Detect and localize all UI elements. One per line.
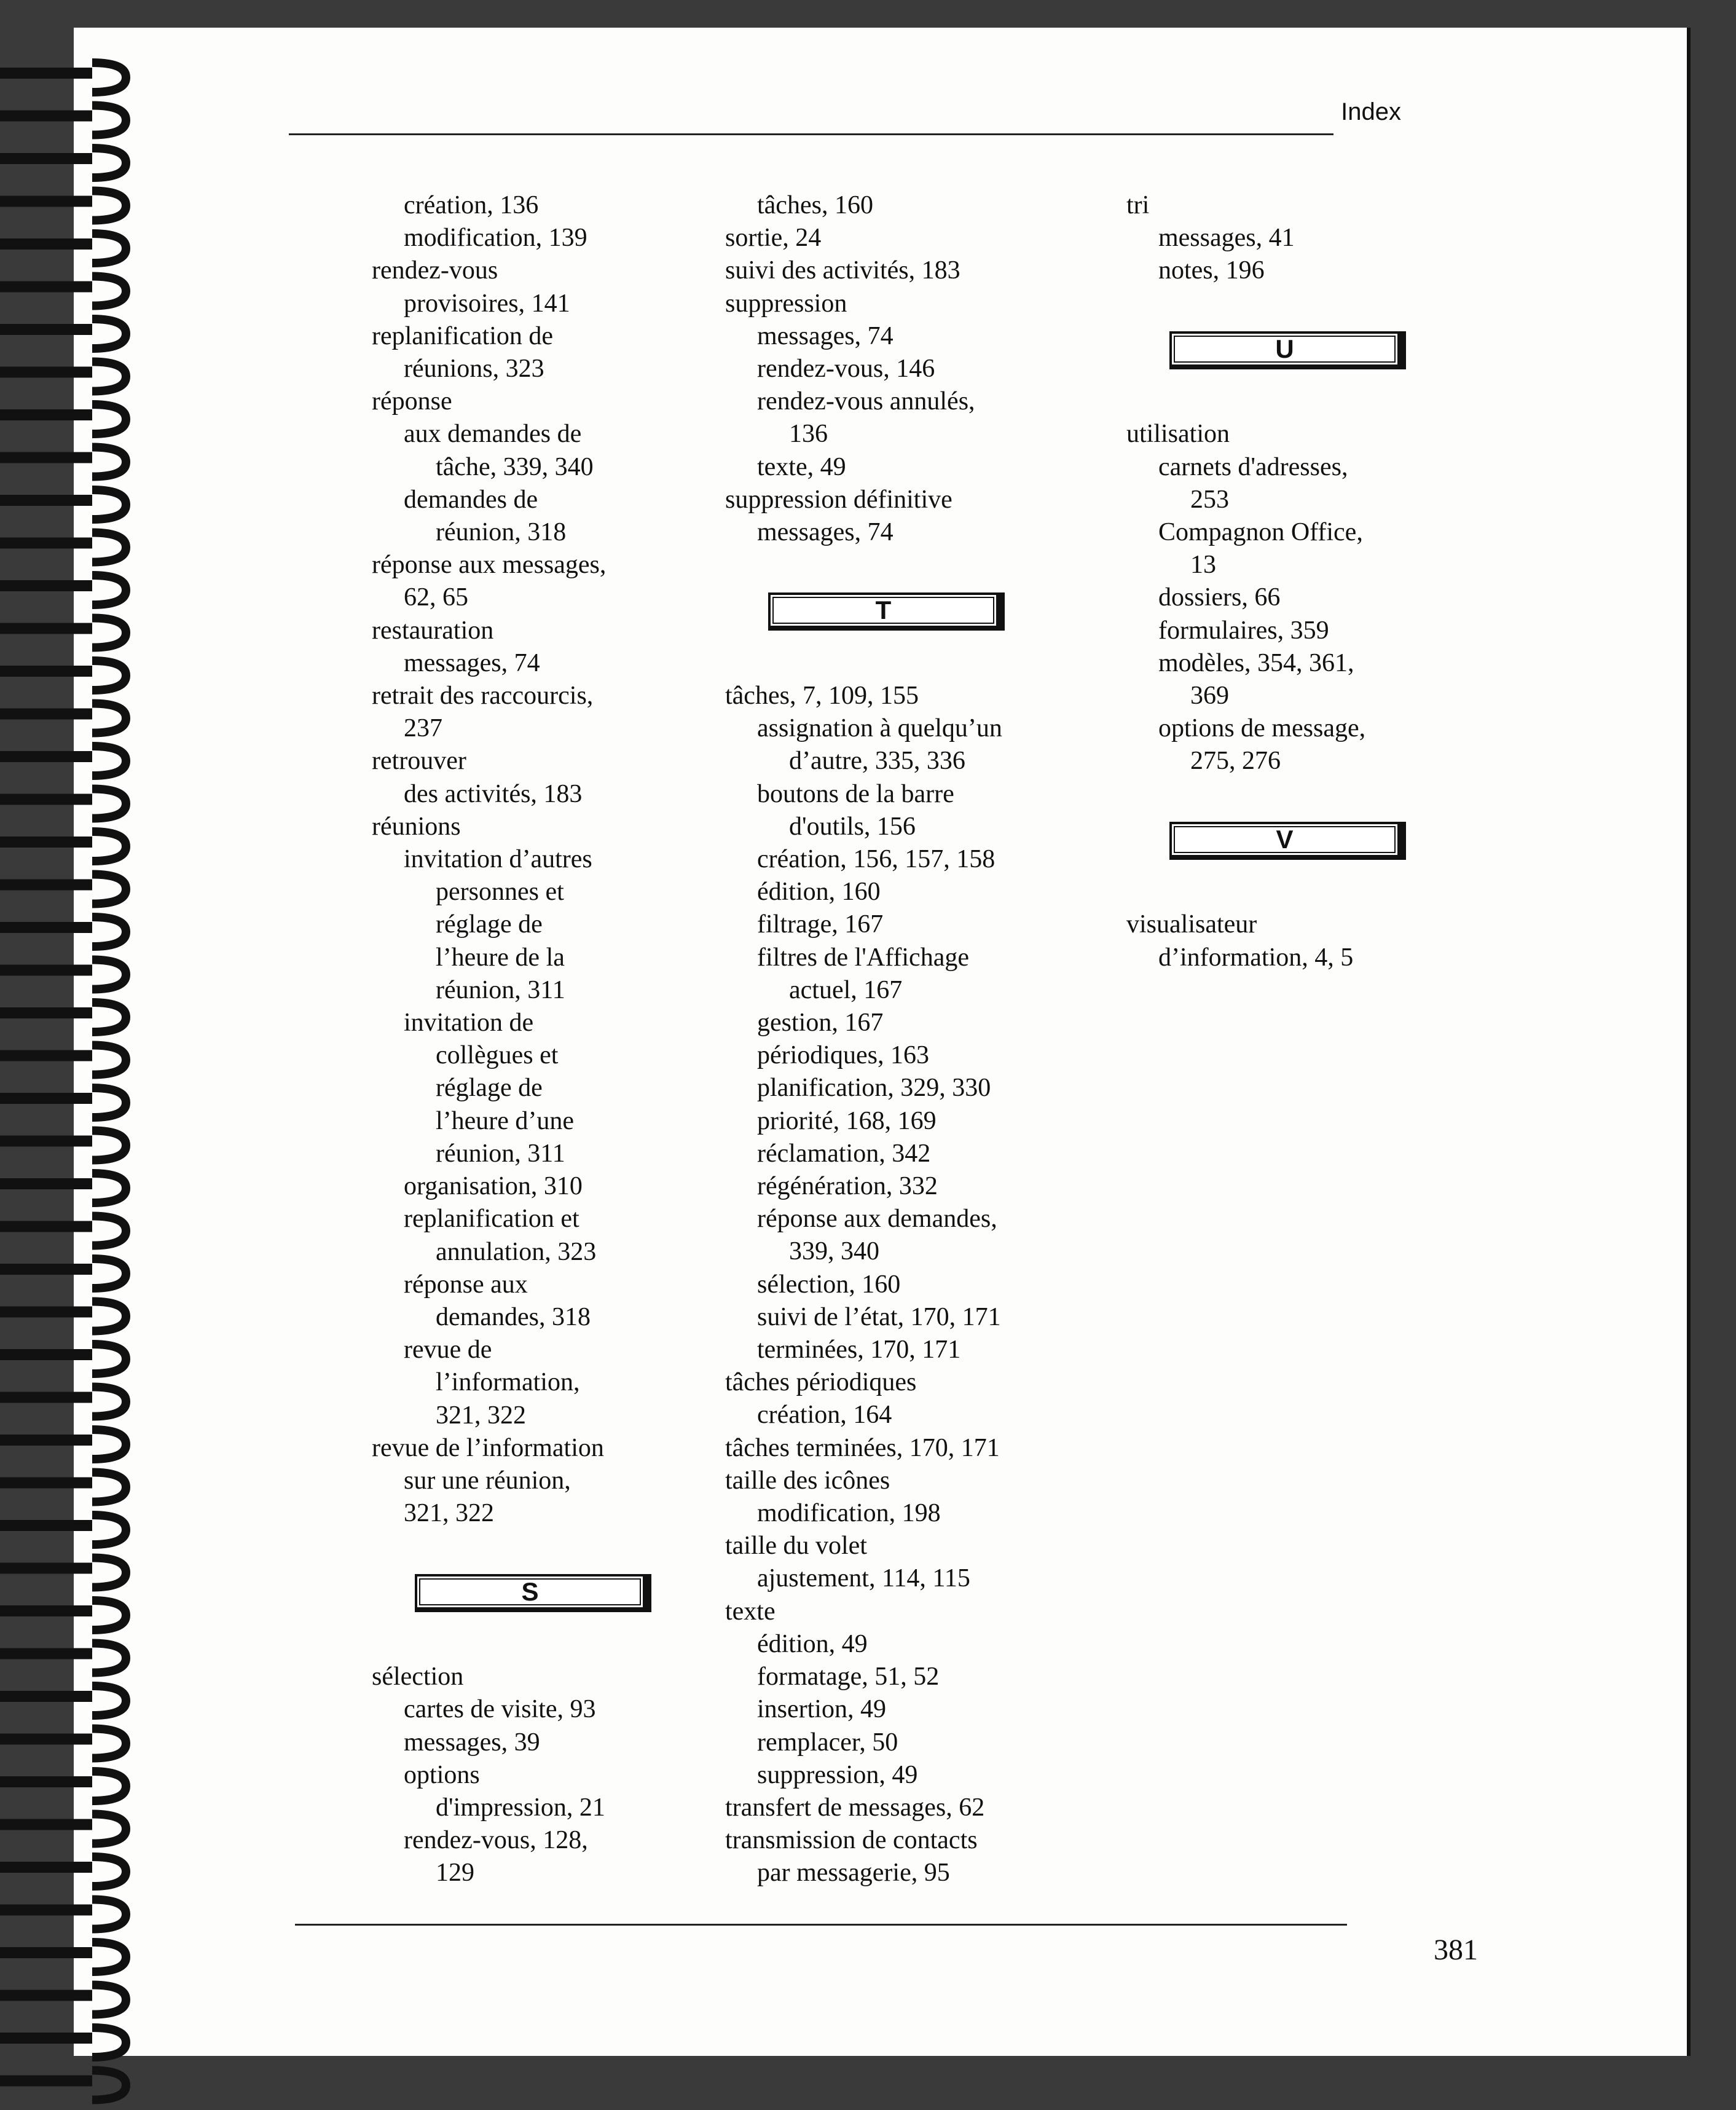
index-subentry: options [404,1760,480,1789]
spiral-coil-bar [0,1478,92,1489]
index-subentry: création, 164 [757,1401,892,1430]
spiral-coil-hook [92,277,126,306]
spiral-coil-bar [0,1776,92,1787]
index-subentry: personnes et [436,878,564,907]
spiral-coil-bar [0,538,92,549]
spiral-coil-hook [92,960,126,990]
spiral-coil-hook [92,447,126,477]
index-subentry: annulation, 323 [436,1237,597,1266]
spiral-binding [0,0,147,2110]
index-subentry: 237 [404,714,442,743]
spiral-coil-bar [0,1392,92,1403]
index-subentry: 369 [1190,682,1229,710]
index-subentry: notes, 196 [1158,256,1265,285]
spiral-coil-bar [0,111,92,122]
index-subentry: modèles, 354, 361, [1158,648,1354,677]
index-entry: tâches périodiques [725,1368,917,1397]
spiral-coil-bar [0,1349,92,1360]
section-letter: V [1276,824,1294,854]
section-spacer [725,549,1002,581]
index-subentry: actuel, 167 [789,975,903,1004]
index-subentry: création, 136 [404,191,539,219]
index-subentry: planification, 329, 330 [757,1074,991,1103]
spiral-coil-bar [0,1734,92,1745]
spiral-coil-bar [0,495,92,506]
index-subentry: modification, 198 [757,1499,941,1528]
spiral-coil-bar [0,1905,92,1916]
spiral-coil-bar [0,1307,92,1318]
spiral-coil-bar [0,1007,92,1018]
index-subentry: messages, 74 [404,648,540,677]
spiral-coil-bar [0,1563,92,1574]
spiral-coil-hook [92,1600,126,1630]
spiral-coil-bar [0,1648,92,1659]
index-subentry: modification, 139 [404,224,587,253]
index-entry: réunions [372,812,461,841]
index-subentry: invitation de [404,1009,534,1037]
section-spacer [725,647,1002,680]
index-subentry: réponse aux [404,1270,528,1299]
spiral-coil-bar [0,580,92,591]
index-subentry: d'outils, 156 [789,812,916,841]
spiral-coil-hook [92,319,126,348]
spiral-coil-hook [92,1558,126,1588]
index-entry: tâches terminées, 170, 171 [725,1433,1000,1462]
spiral-coil-bar [0,68,92,79]
spiral-coil-hook [92,1430,126,1459]
spiral-coil-bar [0,794,92,805]
index-subentry: création, 156, 157, 158 [757,845,996,874]
section-spacer [372,1530,606,1562]
index-subentry: filtres de l'Affichage [757,943,969,972]
index-subentry: replanification et [404,1205,579,1234]
spiral-coil-hook [92,1344,126,1374]
spiral-coil-bar [0,623,92,634]
spiral-coil-hook [92,1216,126,1246]
index-subentry: régénération, 332 [757,1172,938,1201]
index-subentry: réclamation, 342 [757,1139,931,1168]
index-entry: utilisation [1126,420,1230,449]
index-subentry: 62, 65 [404,583,468,612]
index-entry: taille du volet [725,1532,867,1561]
section-letter-wrap [1126,320,1365,385]
spiral-coil-bar [0,1178,92,1189]
spiral-coil-bar [0,965,92,976]
spiral-coil-hook [92,1045,126,1075]
index-subentry: assignation à quelqu’un [757,714,1002,743]
index-subentry: cartes de visite, 93 [404,1695,596,1724]
index-subentry: aux demandes de [404,420,582,449]
index-entry: transmission de contacts [725,1826,978,1855]
index-entry: réponse aux messages, [372,551,607,580]
spiral-coil-hook [92,832,126,861]
index-subentry: tâches, 160 [757,191,873,219]
index-entry: retrait des raccourcis, [372,682,594,711]
index-subentry: provisoires, 141 [404,289,570,318]
index-subentry: 339, 340 [789,1237,879,1266]
index-subentry: réunions, 323 [404,355,544,384]
index-subentry: des activités, 183 [404,779,583,808]
spiral-coil-hook [92,746,126,776]
spiral-coil-hook [92,404,126,434]
spiral-coil-bar [0,196,92,207]
spiral-coil-hook [92,1985,126,2015]
index-subentry: gestion, 167 [757,1009,884,1037]
index-subentry: priorité, 168, 169 [757,1106,937,1135]
index-subentry: messages, 74 [757,321,894,350]
index-subentry: messages, 74 [757,518,894,547]
index-subentry: d'impression, 21 [436,1793,605,1822]
index-subentry: demandes de [404,485,538,514]
index-subentry: 129 [436,1859,474,1888]
index-subentry: rendez-vous, 128, [404,1826,588,1855]
index-column-3 [1126,189,1365,974]
spiral-coil-hook [92,1131,126,1160]
spiral-coil-bar [0,452,92,463]
index-subentry: demandes, 318 [436,1302,591,1331]
spiral-coil-hook [92,533,126,562]
spiral-coil-hook [92,191,126,221]
index-subentry: d’autre, 335, 336 [789,747,965,776]
spiral-coil-bar [0,1990,92,2001]
spiral-coil-bar [0,1605,92,1616]
index-subentry: l’information, [436,1368,580,1397]
spiral-coil-hook [92,789,126,819]
spiral-coil-hook [92,1686,126,1715]
index-subentry: carnets d'adresses, [1158,452,1348,481]
spiral-coil-hook [92,661,126,690]
index-subentry: suppression, 49 [757,1760,918,1789]
index-entry: réponse [372,387,452,416]
spiral-coil-hook [92,1088,126,1117]
index-entry: suppression définitive [725,485,952,514]
spiral-coil-bar [0,238,92,250]
spiral-coil-hook [92,1729,126,1758]
index-subentry: l’heure d’une [436,1106,575,1135]
index-subentry: d’information, 4, 5 [1158,943,1354,972]
section-letter-wrap [1126,811,1365,876]
index-entry: suivi des activités, 183 [725,256,960,285]
spiral-coil-bar [0,409,92,420]
spiral-coil-bar [0,1136,92,1147]
spiral-coil-hook [92,2028,126,2057]
spiral-coil-bar [0,922,92,933]
index-subentry: périodiques, 163 [757,1041,929,1070]
index-subentry: collègues et [436,1041,559,1070]
section-letter-heading [415,1574,651,1612]
index-subentry: par messagerie, 95 [757,1859,950,1888]
section-letter: U [1275,334,1294,363]
spiral-coil-bar [0,837,92,848]
index-subentry: boutons de la barre [757,779,954,808]
index-subentry: sélection, 160 [757,1270,901,1299]
section-letter-wrap [372,1563,606,1628]
spiral-coil-bar [0,1862,92,1873]
index-entry: suppression [725,289,847,318]
index-subentry: terminées, 170, 171 [757,1336,961,1364]
spiral-coil-bar [0,1264,92,1275]
spiral-coil-hook [92,1644,126,1673]
spiral-coil-hook [92,490,126,519]
section-spacer [1126,778,1365,811]
index-subentry: formatage, 51, 52 [757,1663,940,1691]
index-entry: revue de l’information [372,1433,604,1462]
index-entry: visualisateur [1126,910,1257,939]
spiral-coil-hook [92,704,126,733]
index-entry: transfert de messages, 62 [725,1793,985,1822]
spiral-coil-hook [92,362,126,392]
index-subentry: texte, 49 [757,452,846,481]
index-subentry: rendez-vous, 146 [757,355,935,384]
spiral-coil-bar [0,153,92,164]
spiral-coil-hook [92,1002,126,1032]
spiral-coil-bar [0,324,92,335]
index-subentry: sur une réunion, [404,1466,571,1495]
spiral-coil-hook [92,1173,126,1203]
section-spacer [1126,876,1365,908]
index-subentry: suivi de l’état, 170, 171 [757,1302,1001,1331]
spiral-coil-bar [0,281,92,293]
spiral-coil-hook [92,875,126,904]
spiral-coil-hook [92,2071,126,2100]
spiral-coil-bar [0,2076,92,2087]
index-entry: sélection [372,1663,464,1691]
index-subentry: réunion, 311 [436,1139,565,1168]
spiral-coil-hook [92,1515,126,1545]
index-subentry: 321, 322 [436,1401,526,1430]
spiral-coil-hook [92,1900,126,1929]
index-subentry: messages, 41 [1158,224,1295,253]
spiral-coil-hook [92,575,126,605]
index-subentry: réglage de [436,910,543,939]
index-subentry: 275, 276 [1190,747,1281,776]
section-spacer [1126,288,1365,320]
spiral-coil-bar [0,367,92,378]
index-subentry: insertion, 49 [757,1695,886,1724]
spiral-coil-hook [92,1942,126,1972]
running-header: Index [1341,98,1401,125]
spiral-coil-hook [92,1814,126,1844]
spiral-coil-bar [0,1050,92,1061]
header-rule [289,133,1333,135]
index-entry: sortie, 24 [725,224,822,253]
index-subentry: filtrage, 167 [757,910,884,939]
spiral-coil-bar [0,1221,92,1232]
spiral-coil-hook [92,1771,126,1801]
spiral-coil-bar [0,1819,92,1830]
section-letter: T [875,596,892,625]
spiral-coil-hook [92,1857,126,1886]
spiral-coil-bar [0,1435,92,1446]
index-subentry: formulaires, 359 [1158,616,1329,645]
index-subentry: réunion, 311 [436,975,565,1004]
spiral-coil-hook [92,1387,126,1417]
index-entry: retrouver [372,747,466,776]
spiral-coil-bar [0,666,92,677]
index-entry: tâches, 7, 109, 155 [725,682,919,710]
index-subentry: Compagnon Office, [1158,518,1363,546]
index-subentry: édition, 160 [757,878,881,907]
section-letter-heading [1169,331,1406,369]
spiral-coil-hook [92,234,126,263]
index-subentry: invitation d’autres [404,845,592,874]
index-column-2 [725,189,1002,1890]
spiral-coil-hook [92,1473,126,1502]
index-subentry: édition, 49 [757,1629,868,1658]
index-subentry: 136 [789,420,828,449]
index-entry: replanification de [372,321,554,350]
spiral-coil-bar [0,1520,92,1531]
section-letter-heading [768,592,1005,631]
index-entry: texte [725,1597,776,1626]
spiral-coil-hook [92,1302,126,1331]
index-subentry: dossiers, 66 [1158,583,1281,612]
section-letter: S [521,1577,539,1606]
index-column-1 [372,189,606,1890]
spiral-coil-bar [0,1691,92,1702]
section-letter-heading [1169,822,1406,860]
index-subentry: réponse aux demandes, [757,1205,997,1234]
footer-rule [295,1924,1347,1926]
spiral-coil-bar [0,880,92,891]
spiral-coil-bar [0,1947,92,1958]
index-subentry: l’heure de la [436,943,565,972]
index-subentry: revue de [404,1336,492,1364]
index-subentry: réglage de [436,1074,543,1103]
index-entry: rendez-vous [372,256,498,285]
spiral-coil-bar [0,2033,92,2044]
spiral-coil-hook [92,106,126,135]
section-spacer [372,1628,606,1661]
index-subentry: options de message, [1158,714,1366,743]
index-subentry: réunion, 318 [436,518,567,547]
spiral-coil-bar [0,709,92,720]
spiral-coil-hook [92,618,126,648]
index-entry: taille des icônes [725,1466,890,1495]
index-subentry: remplacer, 50 [757,1728,898,1757]
index-subentry: rendez-vous annulés, [757,387,975,416]
index-subentry: organisation, 310 [404,1172,583,1201]
spiral-coil-hook [92,63,126,92]
index-subentry: 13 [1190,551,1216,580]
index-entry: tri [1126,191,1150,219]
spiral-coil-bar [0,751,92,762]
index-subentry: ajustement, 114, 115 [757,1564,970,1593]
spiral-coil-hook [92,148,126,178]
page-number: 381 [1434,1934,1478,1966]
section-letter-wrap [725,581,1002,647]
spiral-coil-hook [92,1259,126,1288]
index-subentry: 253 [1190,485,1229,514]
index-entry: restauration [372,616,494,645]
spiral-coil-bar [0,1093,92,1104]
index-subentry: 321, 322 [404,1499,494,1528]
spiral-coil-hook [92,917,126,947]
index-subentry: messages, 39 [404,1728,540,1757]
index-subentry: tâche, 339, 340 [436,452,594,481]
section-spacer [1126,385,1365,418]
